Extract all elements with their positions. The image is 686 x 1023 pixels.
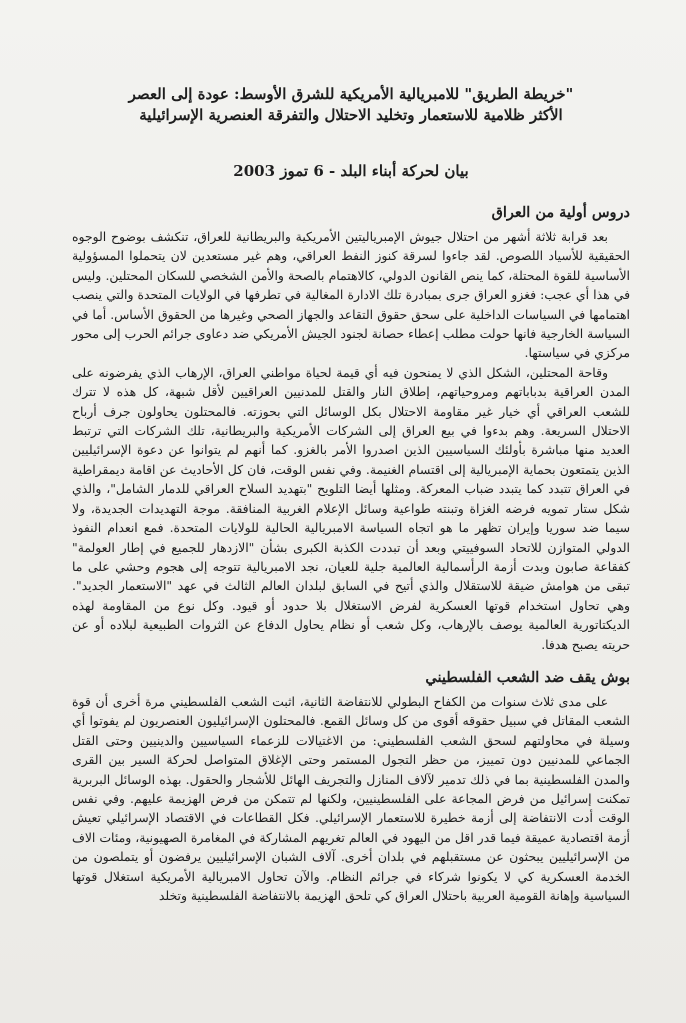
- section-heading-iraq: دروس أولية من العراق: [491, 204, 630, 221]
- paragraph: بعد قرابة ثلاثة أشهر من احتلال جيوش الإمبرياليتين الأمريكية والبريطانية للعراق، تنكشف بوضوح الوجوه الحقيقية للأسياد اللصوص. لقد جاءوا لسرقة كنوز النفط العراقي، وهم غير مستعدين لان يتحملوا المسؤولية الأساسية للقوة المحتلة، كما ينص القانون الدولي، كالاهتمام بالصحة والأمن الشخصي للسكان المحتلين. وليس في هذا أي عجب: فغزو العراق جرى بمبادرة تلك الادارة المغالية في تطرفها في الولايات المتحدة والتي ينصب اهتمامها في السياسات الداخلية على سحق حقوق التقاعد والجهاز الصحي وغيرها من الحقوق الأساس. أما في السياسة الخارجية فانها حولت مطلب إعطاء حصانة لجنود الجيش الأمريكي ضد دعاوى جرائم الحرب إلى محور مركزي في سياستها.: [72, 229, 630, 361]
- document-title: [72, 84, 630, 126]
- title-line-1: "خريطة الطريق" للامبريالية الأمريكية للشرق الأوسط: عودة إلى العصر: [128, 85, 574, 103]
- statement-line: بيان لحركة أبناء البلد - 6 تموز 2003: [233, 162, 469, 180]
- title-line-2: الأكثر ظلامية للاستعمار وتخليد الاحتلال والتفرقة العنصرية الإسرائيلية: [139, 106, 563, 124]
- section-heading-palestine: بوش يقف ضد الشعب الفلسطيني: [425, 668, 630, 686]
- paragraph: على مدى ثلاث سنوات من الكفاح البطولي للانتفاضة الثانية، اثبت الشعب الفلسطيني مرة أخرى أن قوة الشعب المقاتل في سبيل حقوقه أقوى من كل وسائل القمع. فالمحتلون الإسرائيليون العنصريون لم يفوتوا أي وسيلة في محاولتهم لسحق الشعب الفلسطيني: من الاغتيالات للزعماء السياسيين والدينيين وحتى القتل الجماعي للمدنيين دون تمييز، من حظر التجول المستمر وحتى الإغلاق المتواصل لحركة السير بين القرى والمدن الفلسطينية بما في ذلك تدمير لآلاف المنازل والتجريف الهائل للأشجار والحقول. بهذه الوسائل البربرية تمكنت إسرائيل من فرض المجاعة على الفلسطينيين، ولكنها لم تتمكن من فرض الهزيمة عليهم. وفي نفس الوقت أدت الانتفاضة إلى أزمة خطيرة للاستعمار الإسرائيلي. فكل القطاعات في الاقتصاد الإسرائيلي تعيش أزمة اقتصادية عميقة فيما قدر اقل من اليهود في العالم تغريهم المشاركة في المغامرة الصهيونية، ومئات الاف من الإسرائيليين يبحثون عن مستقبلهم في بلدان أخرى. آلاف الشبان الإسرائيليين يرفضون أو يتملصون من الخدمة العسكرية كي لا يكونوا شركاء في جرائم النظام. والآن تحاول الامبريالية الأمريكية استغلال قوتها السياسية وإهانة القومية العربية باحتلال العراق كي تلحق الهزيمة بالانتفاضة الفلسطينية وتخلد: [72, 693, 630, 903]
- paragraph: وقاحة المحتلين، الشكل الذي لا يمنحون فيه أي قيمة لحياة مواطني العراق، الإرهاب الذي يفرضونه على المدن العراقية بدباباتهم ومروحياتهم، إطلاق النار والقتل للمدنيين العراقيين لأقل شبهة، كل هذه لا تترك للشعب العراقي أي خيار غير مقاومة الاحتلال بكل الوسائل التي بحوزته. فالمحتلون يحاولون جرف أرباح الاحتلال السريعة. وهم بدءوا في بيع العراق إلى الشركات الأمريكية والبريطانية، تلك الشركات التي ترتبط العديد منها مباشرة بأولئك السياسيين الذين اصدروا الأمر بالغزو. كما أنهم لم يتوانوا عن دعوة الإسرائيليين الذين يتمتعون بحماية الإمبريالية إلى اقتسام الغنيمة. وفي نفس الوقت، فان كل الأحاديث عن اقامة ديمقراطية في العراق تتبدد كما يتبدد ضباب المعركة. ومثلها أيضا التلويح "بتهديد السلاح العراقي للدمار الشامل"، والذي شكل ستار تمويه فرضه الغزاة وتبنته طواعية وسائل الإعلام الغربية المنافقة. موجة التهديدات الجديدة، ولا سيما ضد سوريا وإيران تظهر ما هو اتجاه السياسة الامبريالية الحالية للولايات المتحدة. فمع انعدام النفوذ الدولي المتوازن للاتحاد السوفييتي وبعد أن تبددت الكذبة الكبرى بشأن "الازدهار للجميع في إطار العولمة" كفقاعة صابون وبدت أزمة الرأسمالية العالمية جلية للعيان، نجد الامبريالية تتوجه إلى هجوم وحشي على ما تبقى من هوامش ضيقة للاستقلال والذي أتيح في السابق لبلدان العالم الثالث في عهد "الاستعمار الجديد". وهي تحاول استخدام قوتها العسكرية لفرض الاستغلال بلا حدود أو قيود. وكل نوع من المقاومة لهذه الديكتاتورية العالمية يوصف بالإرهاب، وكل شعب أو نظام يحاول الدفاع عن الثروات الطبيعية لبلاده أو عن حريته يصبح هدفا.: [72, 364, 630, 652]
